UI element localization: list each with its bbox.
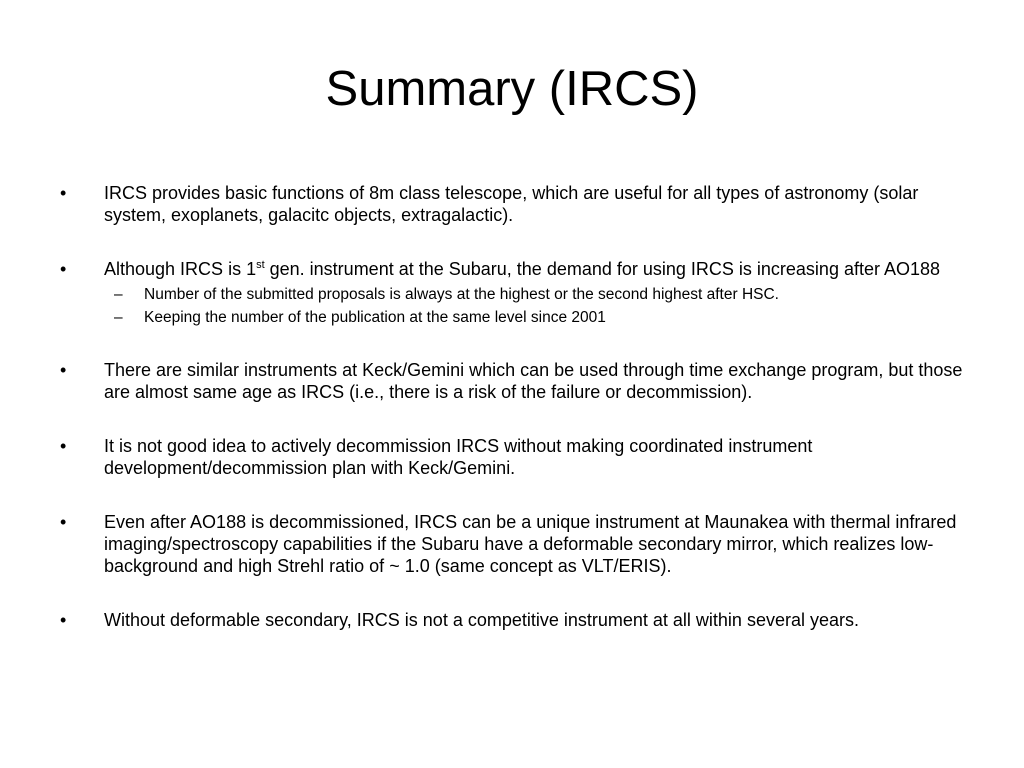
bullet-marker: •	[60, 360, 67, 380]
slide-title: Summary (IRCS)	[325, 62, 699, 116]
sub-bullet-text: Keeping the number of the publication at the same level since 2001	[144, 309, 606, 326]
bullet-item	[56, 435, 968, 479]
bullet-marker: •	[60, 512, 67, 532]
sub-bullet-marker: –	[114, 286, 123, 303]
bullet-text: It is not good idea to actively decommission IRCS without making coordinated instrument development/decommission plan with Keck/Gemini.	[104, 436, 813, 478]
bullet-text: Even after AO188 is decommissioned, IRCS can be a unique instrument at Maunakea with thermal infrared imaging/spectroscopy capabilities if the Subaru have a deformable secondary mirror, which realizes low-background and high Strehl ratio of ~ 1.0 (same concept as VLT/ERIS).	[104, 512, 957, 576]
bullet-text-part: gen. instrument at the Subaru, the demand for using IRCS is increasing after AO188	[264, 259, 941, 279]
bullet-marker: •	[60, 183, 67, 203]
bullet-marker: •	[60, 436, 67, 456]
sub-bullet-item	[114, 284, 968, 306]
sub-bullet-marker: –	[114, 309, 123, 326]
bullet-item	[56, 182, 968, 226]
bullet-list	[56, 182, 968, 663]
sub-bullet-item	[114, 307, 968, 329]
superscript: st	[256, 259, 265, 271]
bullet-text: IRCS provides basic functions of 8m class telescope, which are useful for all types of astronomy (solar system, exoplanets, galacitc objects, extragalactic).	[104, 183, 919, 225]
bullet-text-part: Although IRCS is 1	[104, 259, 257, 279]
sub-bullet-list	[114, 284, 968, 329]
bullet-item	[56, 258, 968, 280]
sub-bullet-text: Number of the submitted proposals is always at the highest or the second highest after HSC.	[144, 286, 779, 303]
bullet-marker: •	[60, 259, 67, 279]
bullet-item	[56, 511, 968, 577]
bullet-marker: •	[60, 610, 67, 630]
bullet-text: Without deformable secondary, IRCS is not a competitive instrument at all within several years.	[104, 610, 859, 630]
bullet-text	[104, 258, 968, 280]
bullet-text: There are similar instruments at Keck/Gemini which can be used through time exchange program, but those are almost same age as IRCS (i.e., there is a risk of the failure or decommission).	[104, 360, 963, 402]
bullet-item	[56, 359, 968, 403]
bullet-item	[56, 609, 968, 631]
